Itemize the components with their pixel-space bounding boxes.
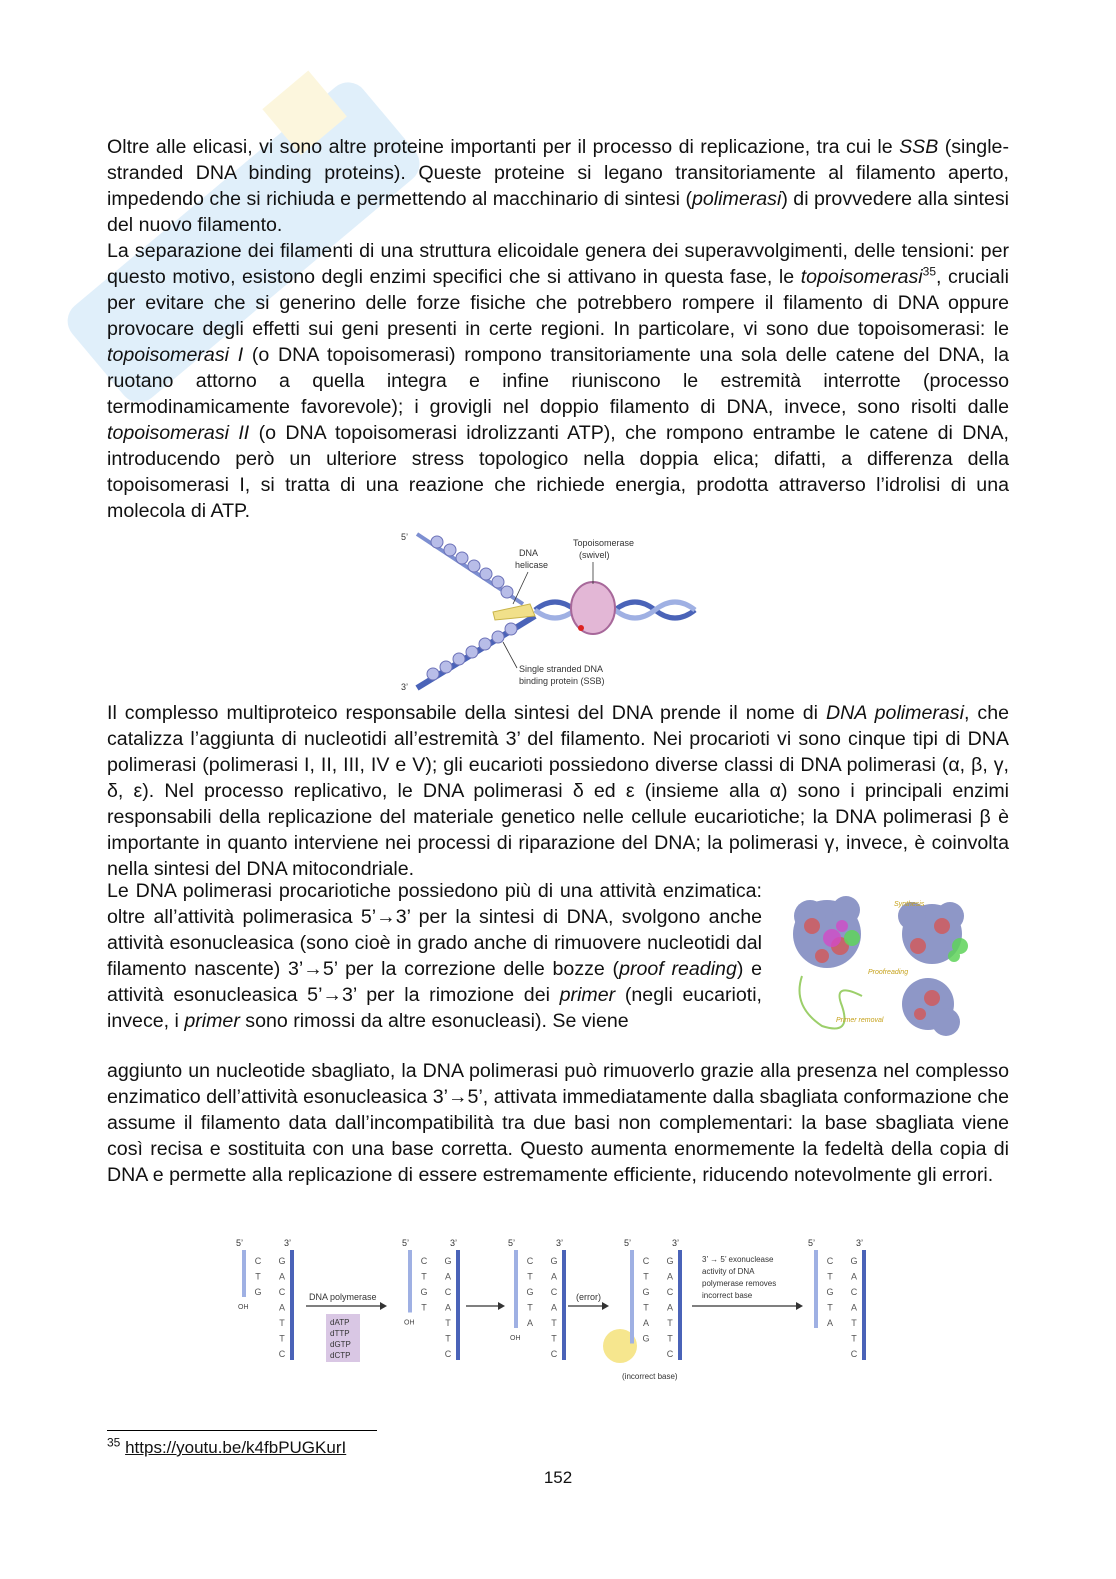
template-base: C <box>550 1287 558 1297</box>
svg-text:activity of DNA: activity of DNA <box>702 1267 755 1276</box>
oh-label: OH <box>510 1335 521 1342</box>
proofreading-label: Proofreading <box>868 969 909 976</box>
template-base: A <box>278 1302 286 1313</box>
footnote-ref[interactable]: 35 <box>922 264 937 279</box>
primer-removal-label: Primer removal <box>836 1017 884 1024</box>
strand-3prime-label: 3’ <box>856 1238 864 1248</box>
strand-5prime-label: 5’ <box>808 1238 816 1248</box>
template-base: T <box>445 1333 451 1344</box>
primer-base: C <box>826 1256 834 1266</box>
primer-base: T <box>643 1271 649 1282</box>
paragraph-topoisomerasi: La separazione dei filamenti di una struttura elicoidale genera dei superavvolgimenti, delle tensioni: per questo motivo, esistono degli enzimi specifici che si attivano in questa fase, le topoisomerasi$^{35}$, cruciali per evitare che si generino delle forze fisiche che potrebbero rompere il filamento di DNA oppure provocare degli effetti sui geni presenti in certe regioni. In particolare, vi sono due topoisomerasi: le topoisomerasi I (o DNA topoisomerasi) rompono transitoriamente una sola delle catene del DNA, la ruotano attorno a quella integra e infine riuniscono le estremità interrotte (processo termodinamicamente favorevole); i grovigli nel doppio filamento di DNA, invece, sono risolti dalle topoisomerasi II (o DNA topoisomerasi idrolizzanti ATP), che rompono entrambe le catene di DNA, introducendo però un ulteriore stress topologico nella doppia elica; difatti, a differenza della topoisomerasi I, si tratta di una reazione che richiede energia, prodotta attraverso l’idrolisi di una molecola di ATP. <box>107 240 1010 522</box>
strand-5prime-label: 5’ <box>624 1238 632 1248</box>
incorrect-base-label: (incorrect base) <box>622 1372 678 1381</box>
primer-base: T <box>827 1302 833 1313</box>
page-number: 152 <box>543 1468 573 1487</box>
ssb-label: Single stranded DNA <box>519 664 604 674</box>
template-base: G <box>444 1256 452 1266</box>
primer-base: T <box>255 1271 261 1282</box>
primer-base: C <box>420 1256 428 1266</box>
template-base: T <box>445 1318 451 1328</box>
primer-base: C <box>642 1256 650 1266</box>
template-base: C <box>666 1287 674 1297</box>
error-label: (error) <box>576 1292 601 1302</box>
helicase-label: DNA <box>519 548 539 558</box>
template-base: A <box>850 1271 858 1282</box>
strand-3prime-label: 3’ <box>284 1238 292 1248</box>
body-text-proofreading <box>107 1058 1009 1188</box>
oh-label: OH <box>404 1319 415 1327</box>
footnote <box>107 1435 347 1458</box>
template-base: A <box>666 1271 674 1282</box>
template-base: T <box>851 1333 857 1344</box>
template-base: A <box>444 1271 452 1282</box>
template-base: T <box>551 1333 557 1344</box>
template-base: A <box>444 1302 452 1313</box>
primer-base: A <box>526 1318 534 1328</box>
strand-5prime-label: 5’ <box>508 1238 516 1248</box>
svg-text:incorrect base: incorrect base <box>702 1291 753 1300</box>
primer-base: T <box>643 1302 649 1313</box>
primer-base: C <box>254 1256 262 1266</box>
template-base: A <box>850 1302 858 1313</box>
primer-base: A <box>642 1318 650 1328</box>
strand-3prime-label: 3’ <box>556 1238 564 1248</box>
primer-base: T <box>421 1271 427 1282</box>
polymerase-structure-figure <box>782 886 982 1052</box>
primer-base: T <box>421 1302 427 1313</box>
template-base: C <box>850 1287 858 1297</box>
strand-3prime-label: 3’ <box>450 1238 458 1248</box>
template-base: C <box>278 1287 286 1297</box>
template-base: C <box>444 1287 452 1297</box>
primer-base: G <box>642 1287 650 1297</box>
template-base: A <box>666 1302 674 1313</box>
proofreading-figure <box>230 1234 880 1382</box>
primer-base: G <box>826 1287 834 1297</box>
fork-3prime-label: 3’ <box>401 682 409 692</box>
primer-base: G <box>526 1287 534 1297</box>
template-base: A <box>550 1271 558 1282</box>
svg-text:polymerase removes: polymerase removes <box>702 1279 777 1288</box>
template-base: T <box>279 1333 285 1344</box>
footnote-link[interactable]: https://youtu.be/k4fbPUGKurI <box>125 1438 347 1457</box>
template-base: T <box>279 1318 285 1328</box>
primer-base: A <box>826 1318 834 1328</box>
dntp-label: dCTP <box>330 1351 351 1360</box>
fork-5prime-label: 5’ <box>401 532 409 542</box>
template-base: G <box>666 1256 674 1266</box>
primer-base: G <box>254 1287 262 1297</box>
strand-3prime-label: 3’ <box>672 1238 680 1248</box>
template-base: C <box>444 1349 452 1359</box>
template-base: G <box>550 1256 558 1266</box>
paragraph-correzione: aggiunto un nucleotide sbagliato, la DNA polimerasi può rimuoverlo grazie alla presenza nel complesso enzimatico dell’attività esonucleasica 3’→5’, attivata immediatamente dalla sbagliata conformazione che assume il filamento data dall’incompatibilità tra due basi non complementari: la base sbagliata viene così recisa e sostituita con una base corretta. Questo aumenta enormemente la fedeltà della copia di DNA e permette alla replicazione di essere estremamente efficiente, riducendo notevolmente gli errori. <box>107 1060 1009 1186</box>
strand-5prime-label: 5’ <box>402 1238 410 1248</box>
exonuclease-label: 3’ → 5’ exonuclease <box>702 1255 774 1264</box>
template-base: T <box>851 1318 857 1328</box>
paragraph-attivita-enzimatica: Le DNA polimerasi procariotiche possiedono più di una attività enzimatica: oltre all’attività polimerasica 5’→3’ per la sintesi di DNA, svolgono anche attività esonucleasica (sono cioè in grado anche di rimuovere nucleotidi dal filamento nascente) 3’→5’ per la correzione delle bozze (proof reading) e attività esonucleasica 5’→3’ per la rimozione dei primer (negli eucarioti, invece, i primer sono rimossi da altre esonucleasi). Se viene <box>107 880 763 1032</box>
svg-text:(swivel): (swivel) <box>579 550 610 560</box>
synthesis-label: Synthesis <box>894 901 925 908</box>
template-base: A <box>550 1302 558 1313</box>
template-base: T <box>667 1333 673 1344</box>
paragraph-dna-polimerasi: Il complesso multiproteico responsabile della sintesi del DNA prende il nome di DNA polimerasi, che catalizza l’aggiunta di nucleotidi all’estremità 3’ del filamento. Nei procarioti vi sono cinque tipi di DNA polimerasi (polimerasi I, II, III, IV e V); gli eucarioti possiedono diverse classi di DNA polimerasi (α, β, γ, δ, ε). Nel processo replicativo, le DNA polimerasi δ ed ε (insieme alla α) sono i principali enzimi responsabili della replicazione del materiale genetico nelle cellule eucariotiche; la DNA polimerasi β è importante in quanto interviene nei processi di riparazione del DNA; la polimerasi γ, invece, è coinvolta nella sintesi del DNA mitocondriale. <box>107 702 1009 880</box>
footnote-rule <box>107 1430 377 1431</box>
template-base: C <box>850 1349 858 1359</box>
template-base: A <box>278 1271 286 1282</box>
oh-label: OH <box>238 1304 249 1311</box>
template-base: C <box>666 1349 674 1359</box>
body-text-polimerasi <box>107 700 1009 882</box>
strand-5prime-label: 5’ <box>236 1238 244 1248</box>
dna-polymerase-label: DNA polymerase <box>309 1292 377 1302</box>
dntp-label: dTTP <box>330 1329 350 1338</box>
body-text-top <box>107 134 1009 524</box>
primer-base: T <box>527 1302 533 1313</box>
primer-base: C <box>526 1256 534 1266</box>
dntp-label: dATP <box>330 1318 350 1327</box>
footnote-number: 35 <box>107 1435 121 1450</box>
topoisomerase-label: Topoisomerase <box>573 538 635 548</box>
primer-base: G <box>420 1287 428 1297</box>
primer-base: G <box>642 1333 650 1344</box>
svg-text:helicase: helicase <box>515 560 549 570</box>
dntp-label: dGTP <box>330 1340 351 1349</box>
template-base: G <box>278 1256 286 1266</box>
body-text-attivita <box>107 878 762 1034</box>
svg-text:binding protein (SSB): binding protein (SSB) <box>519 676 605 686</box>
template-base: T <box>551 1318 557 1328</box>
primer-base: T <box>527 1271 533 1282</box>
template-base: C <box>550 1349 558 1359</box>
replication-fork-figure <box>395 528 725 696</box>
primer-base: T <box>827 1271 833 1282</box>
template-base: T <box>667 1318 673 1328</box>
template-base: C <box>278 1349 286 1359</box>
template-base: G <box>850 1256 858 1266</box>
paragraph-ssb: Oltre alle elicasi, vi sono altre proteine importanti per il processo di replicazione, tra cui le SSB (single-stranded DNA binding proteins). Queste proteine si legano transitoriamente al filamento aperto, impedendo che si richiuda e permettendo al macchinario di sintesi (polimerasi) di provvedere alla sintesi del nuovo filamento. <box>107 136 1009 236</box>
